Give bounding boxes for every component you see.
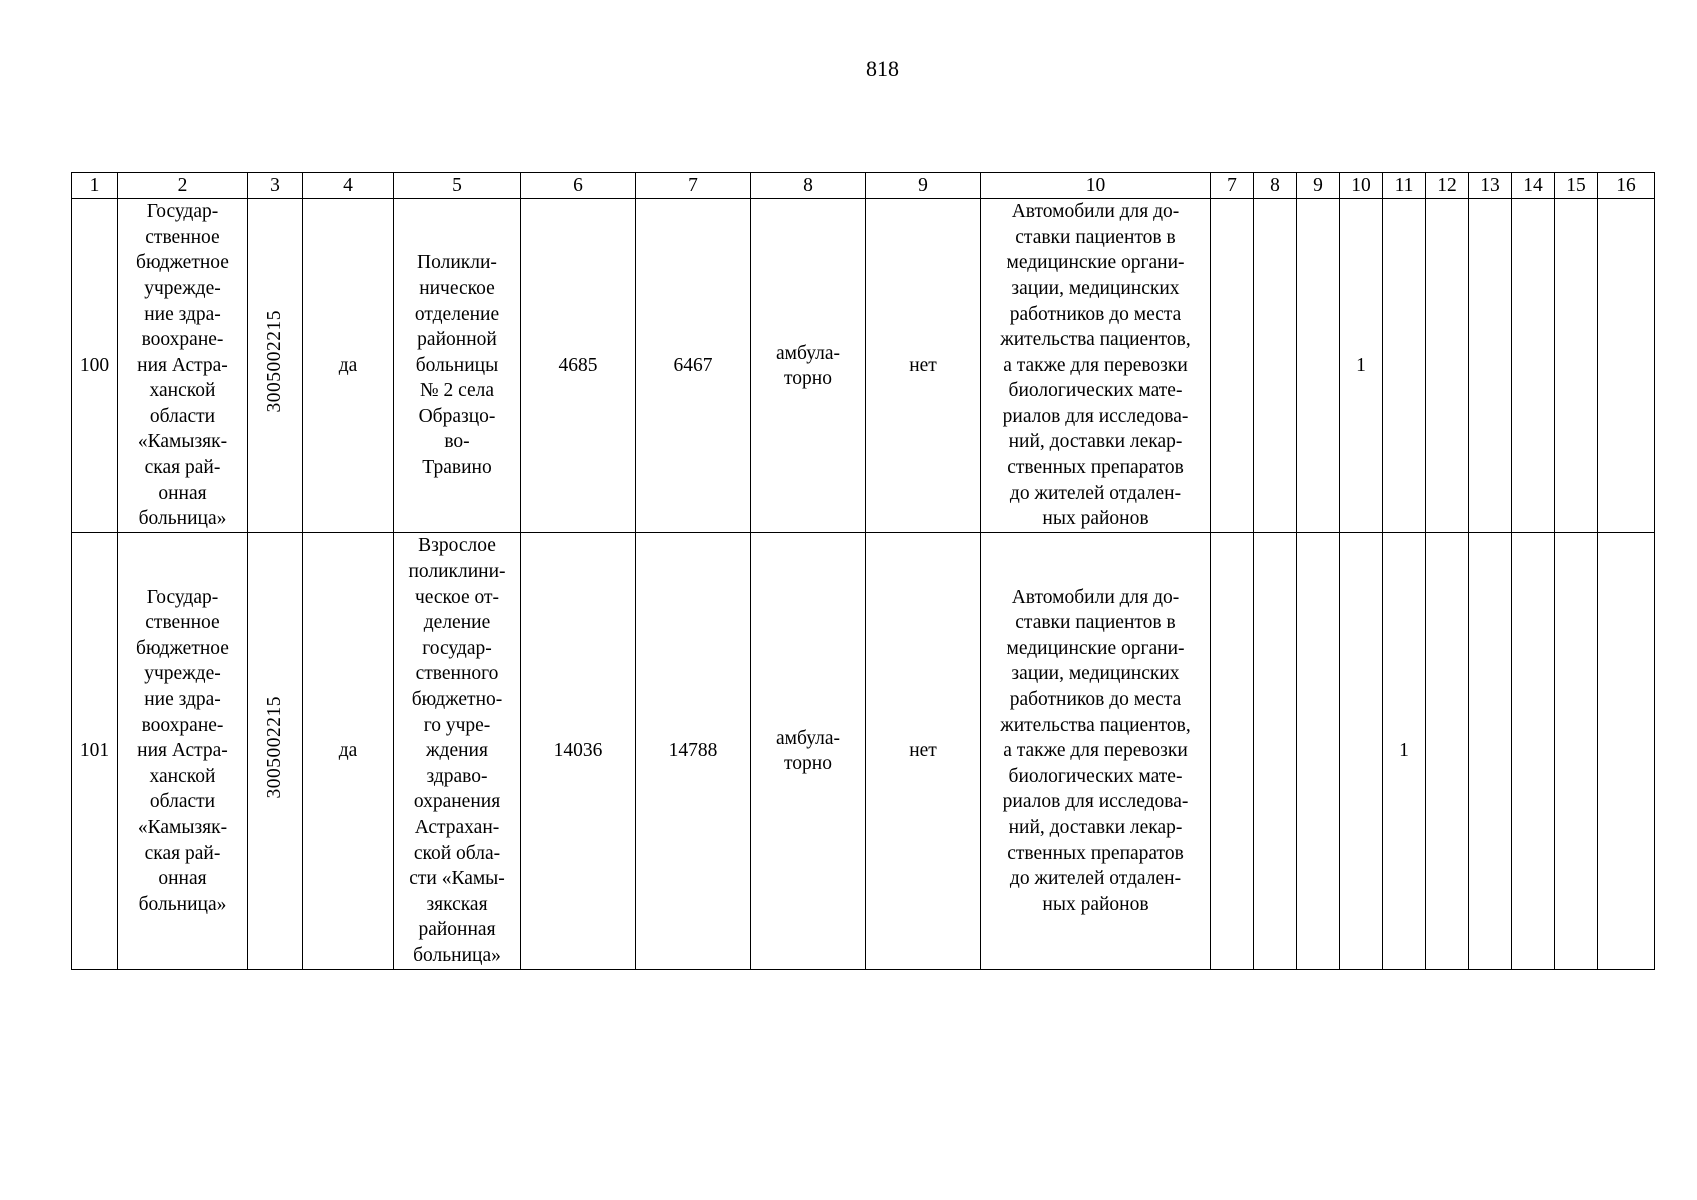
count-col-15: [1555, 533, 1598, 970]
count-col-8: [1254, 533, 1297, 970]
value-col-7: 14788: [636, 533, 751, 970]
data-table: [71, 172, 1655, 970]
column-header: 1: [72, 173, 118, 199]
column-header: 12: [1426, 173, 1469, 199]
column-header: 11: [1383, 173, 1426, 199]
column-header: 5: [394, 173, 521, 199]
column-header: 7: [636, 173, 751, 199]
count-col-16: [1598, 199, 1655, 533]
count-col-10: [1340, 533, 1383, 970]
column-header: 14: [1512, 173, 1555, 199]
column-header: 7: [1211, 173, 1254, 199]
column-header: 10: [1340, 173, 1383, 199]
care-type: амбула- торно: [751, 199, 866, 533]
count-col-13: [1469, 533, 1512, 970]
count-col-14: [1512, 533, 1555, 970]
organization-code: 3005002215: [264, 310, 286, 413]
count-col-10: 1: [1340, 199, 1383, 533]
column-header: 16: [1598, 173, 1655, 199]
flag-value: да: [303, 533, 394, 970]
value-col-9: нет: [866, 533, 981, 970]
subdivision-name: Поликли- ническое отделение районной больницы № 2 села Образцо- во- Травино: [394, 199, 521, 533]
count-col-9: [1297, 533, 1340, 970]
row-number: 101: [72, 533, 118, 970]
table-header-row: [72, 173, 1655, 199]
subdivision-name: Взрослое поликлини- ческое от- деление государ- ственного бюджетно- го учре- ждения здраво- охранения Астрахан- ской обла- сти «Камы- зякская районная больница»: [394, 533, 521, 970]
value-col-6: 4685: [521, 199, 636, 533]
flag-value: да: [303, 199, 394, 533]
count-col-14: [1512, 199, 1555, 533]
count-col-11: [1383, 199, 1426, 533]
column-header: 8: [1254, 173, 1297, 199]
care-type: амбула- торно: [751, 533, 866, 970]
organization-code-cell: [248, 533, 303, 970]
table-row: [72, 533, 1655, 970]
organization-name: Государ- ственное бюджетное учрежде- ние здра- воохране- ния Астра- ханской области «Камызяк- ская рай- онная больница»: [118, 199, 248, 533]
organization-code-cell: [248, 199, 303, 533]
column-header: 2: [118, 173, 248, 199]
count-col-11: 1: [1383, 533, 1426, 970]
value-col-6: 14036: [521, 533, 636, 970]
count-col-16: [1598, 533, 1655, 970]
value-col-7: 6467: [636, 199, 751, 533]
organization-code: 3005002215: [264, 695, 286, 799]
organization-name: Государ- ственное бюджетное учрежде- ние здра- воохране- ния Астра- ханской области «Камызяк- ская рай- онная больница»: [118, 533, 248, 970]
count-col-12: [1426, 199, 1469, 533]
table-row: [72, 199, 1655, 533]
column-header: 8: [751, 173, 866, 199]
page-number: 818: [866, 56, 899, 81]
count-col-9: [1297, 199, 1340, 533]
count-col-12: [1426, 533, 1469, 970]
column-header: 9: [1297, 173, 1340, 199]
column-header: 10: [981, 173, 1211, 199]
column-header: 9: [866, 173, 981, 199]
vehicle-purpose: Автомобили для до- ставки пациентов в медицинские органи- зации, медицинских работников до места жительства пациентов, а также для перевозки биологических мате- риалов для исследова- ний, доставки лекар- ственных препаратов до жителей отдален- ных районов: [981, 533, 1211, 970]
column-header: 13: [1469, 173, 1512, 199]
vehicle-purpose: Автомобили для до- ставки пациентов в медицинские органи- зации, медицинских работников до места жительства пациентов, а также для перевозки биологических мате- риалов для исследова- ний, доставки лекар- ственных препаратов до жителей отдален- ных районов: [981, 199, 1211, 533]
row-number: 100: [72, 199, 118, 533]
count-col-8: [1254, 199, 1297, 533]
count-col-13: [1469, 199, 1512, 533]
value-col-9: нет: [866, 199, 981, 533]
column-header: 3: [248, 173, 303, 199]
column-header: 15: [1555, 173, 1598, 199]
column-header: 4: [303, 173, 394, 199]
column-header: 6: [521, 173, 636, 199]
count-col-7: [1211, 533, 1254, 970]
count-col-15: [1555, 199, 1598, 533]
count-col-7: [1211, 199, 1254, 533]
